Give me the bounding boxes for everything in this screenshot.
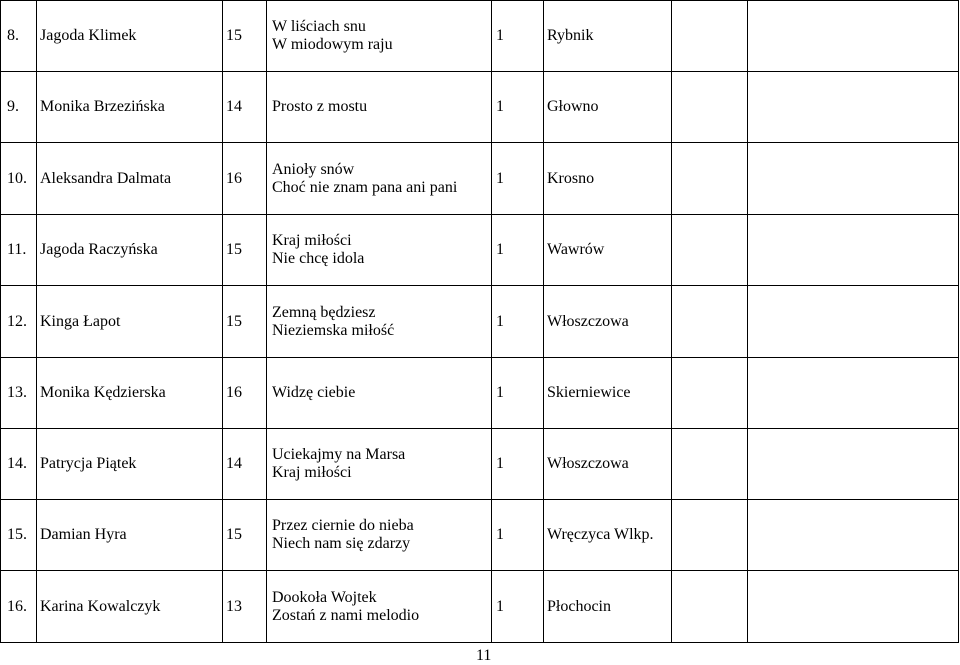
song-title: Zemną będziesz [272,303,376,321]
song-count: 1 [492,500,544,571]
table-row [1,358,959,429]
song-title: Choć nie znam pana ani pani [272,178,458,196]
song-count: 1 [492,1,544,72]
empty-cell [748,72,959,143]
table-row [1,500,959,571]
table-row [1,72,959,143]
empty-cell [748,286,959,358]
table-row [1,143,959,215]
song-count: 1 [492,143,544,215]
table-row [1,1,959,72]
song-title: Widzę ciebie [272,384,356,401]
empty-cell [672,286,748,358]
participant-name: Kinga Łapot [37,286,223,358]
empty-cell [672,1,748,72]
empty-cell [748,1,959,72]
participant-age: 15 [223,286,267,358]
empty-cell [672,571,748,643]
participant-city: Wręczyca Wlkp. [544,500,672,571]
empty-cell [748,500,959,571]
empty-cell [672,500,748,571]
participant-name: Jagoda Klimek [37,1,223,72]
empty-cell [748,429,959,500]
song-count: 1 [492,429,544,500]
participant-city: Skierniewice [544,358,672,429]
participant-name: Karina Kowalczyk [37,571,223,643]
row-number: 8. [1,1,37,72]
participant-city: Wawrów [544,215,672,286]
row-number: 9. [1,72,37,143]
song-titles [267,358,492,429]
song-titles [267,571,492,643]
participant-city: Włoszczowa [544,286,672,358]
participant-name: Patrycja Piątek [37,429,223,500]
table-row [1,286,959,358]
song-titles [267,286,492,358]
participant-age: 16 [223,143,267,215]
table-row [1,571,959,643]
song-count: 1 [492,215,544,286]
participant-name: Monika Brzezińska [37,72,223,143]
table-body [1,1,959,643]
row-number: 15. [1,500,37,571]
participant-age: 13 [223,571,267,643]
song-title: Nieziemska miłość [272,321,395,339]
song-titles [267,72,492,143]
participant-age: 14 [223,72,267,143]
participant-age: 14 [223,429,267,500]
song-title: Kraj miłości [272,232,352,249]
page-number: 11 [476,647,492,664]
participant-city: Płochocin [544,571,672,643]
song-title: Dookoła Wojtek [272,588,377,606]
song-title: Prosto z mostu [272,98,368,115]
song-count: 1 [492,72,544,143]
row-number: 14. [1,429,37,500]
empty-cell [672,143,748,215]
song-titles [267,1,492,72]
song-count: 1 [492,286,544,358]
participant-name: Jagoda Raczyńska [37,215,223,286]
table-row [1,429,959,500]
participant-name: Monika Kędzierska [37,358,223,429]
song-title: Zostań z nami melodio [272,606,420,624]
song-titles [267,215,492,286]
song-title: W liściach snu [272,18,366,35]
song-title: Anioły snów [272,160,355,178]
empty-cell [672,215,748,286]
song-title: W miodowym raju [272,36,393,53]
participant-name: Damian Hyra [37,500,223,571]
empty-cell [672,72,748,143]
participant-age: 15 [223,1,267,72]
empty-cell [672,429,748,500]
empty-cell [748,143,959,215]
row-number: 10. [1,143,37,215]
participant-city: Rybnik [544,1,672,72]
participant-age: 15 [223,215,267,286]
empty-cell [748,358,959,429]
row-number: 12. [1,286,37,358]
row-number: 13. [1,358,37,429]
song-title: Kraj miłości [272,464,352,481]
empty-cell [748,571,959,643]
participant-city: Włoszczowa [544,429,672,500]
song-title: Przez ciernie do nieba [272,517,414,534]
song-title: Niech nam się zdarzy [272,535,411,552]
song-count: 1 [492,571,544,643]
empty-cell [672,358,748,429]
participant-city: Krosno [544,143,672,215]
row-number: 16. [1,571,37,643]
song-titles [267,143,492,215]
participant-name: Aleksandra Dalmata [37,143,223,215]
participant-city: Głowno [544,72,672,143]
song-titles [267,429,492,500]
empty-cell [748,215,959,286]
row-number: 11. [1,215,37,286]
song-titles [267,500,492,571]
participant-age: 16 [223,358,267,429]
table-row [1,215,959,286]
song-count: 1 [492,358,544,429]
song-title: Nie chcę idola [272,250,365,267]
song-title: Uciekajmy na Marsa [272,446,406,463]
participant-age: 15 [223,500,267,571]
